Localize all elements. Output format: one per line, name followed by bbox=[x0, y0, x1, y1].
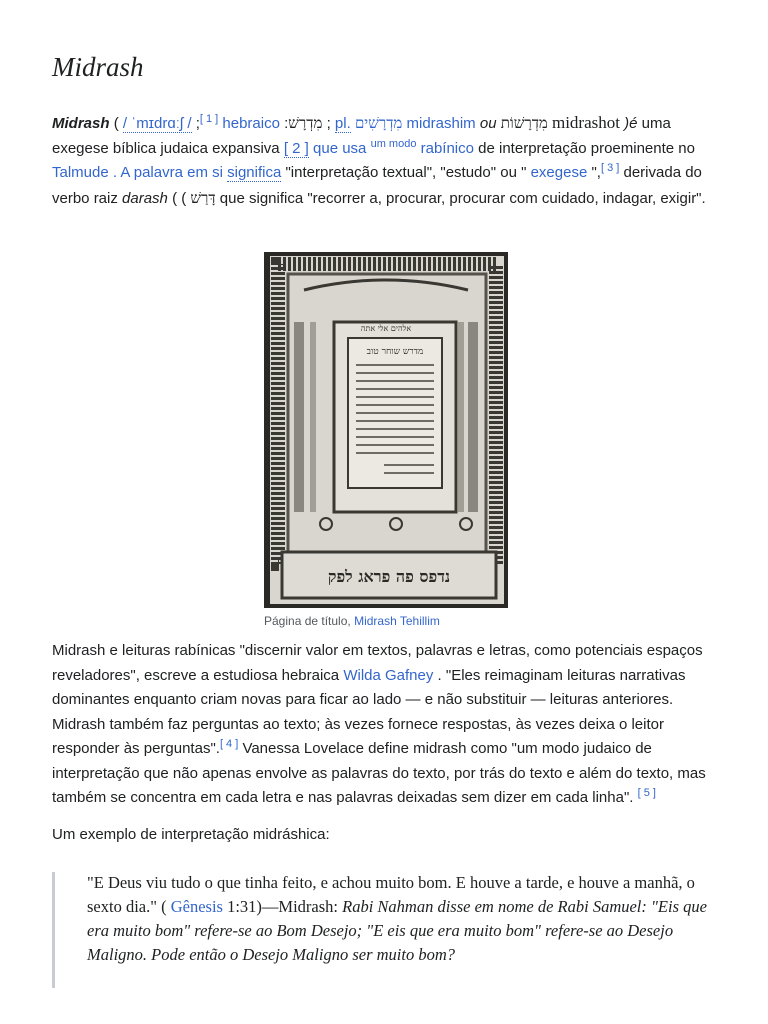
page-title: Midrash bbox=[52, 52, 144, 82]
significa-link[interactable]: significa bbox=[227, 164, 282, 181]
reference-3[interactable]: [ 3 ] bbox=[600, 162, 620, 174]
p2-text-2: . "Eles reimaginam leituras narrativas dominantes enquanto criam novas para ficar ao lado — e não substituir — leituras anteriores. Midrash também faz perguntas ao texto; às vezes fornece respostas, às vezes deixa o leitor responder às perguntas". bbox=[52, 666, 686, 757]
second-paragraph bbox=[52, 639, 716, 811]
blockquote-bar bbox=[52, 872, 55, 988]
midrashot-text: midrashot bbox=[551, 113, 620, 132]
term-bold: Midrash bbox=[52, 115, 110, 132]
third-paragraph: Um exemplo de interpretação midráshica: bbox=[52, 826, 330, 843]
intro-text-2: de interpretação proeminente no bbox=[478, 139, 695, 157]
talmude-link[interactable]: Talmude . bbox=[52, 164, 118, 181]
semicolon-2: ; bbox=[326, 115, 331, 132]
pron-open: ( bbox=[113, 115, 119, 132]
quote-text-2: 1:31)—Midrash: bbox=[227, 897, 339, 916]
hebrew-midrash: מִדְרָשׁ bbox=[288, 114, 323, 132]
intro-paragraph bbox=[52, 111, 716, 211]
genesis-link[interactable]: Gênesis bbox=[170, 897, 223, 916]
image-heb-top: אלהים אלי אתה bbox=[360, 324, 412, 333]
quote-text-3: Rabi Nahman disse em nome de Rabi Samuel: "Eis que era muito bom" refere-se ao Bom Desejo; "E eis que era muito bom" refere-se ao Desejo Maligno. Pode então o Desejo Maligno ser muito bom? bbox=[87, 897, 707, 964]
midrash-tehillim-link[interactable]: Midrash Tehillim bbox=[354, 614, 440, 628]
book-page-drawing bbox=[264, 252, 508, 608]
intro-text-1: uma exegese bíblica judaica expansiva bbox=[52, 115, 671, 157]
close-e: )é bbox=[624, 115, 638, 132]
reference-5[interactable]: [ 5 ] bbox=[637, 787, 656, 799]
blockquote bbox=[87, 871, 707, 967]
title-page-image[interactable] bbox=[264, 252, 508, 608]
hebrew-midrashim-link[interactable]: מִדְרָשִׁים bbox=[354, 114, 403, 132]
reference-4[interactable]: [ 4 ] bbox=[219, 738, 239, 750]
intro-text-4: ", bbox=[591, 164, 601, 181]
intro-text-3: "interpretação textual", "estudo" ou " bbox=[285, 164, 527, 181]
pronunciation-link[interactable]: / ˈmɪdrɑːʃ / bbox=[122, 115, 192, 132]
caption-prefix: Página de título, bbox=[264, 614, 351, 628]
reference-2[interactable]: [ 2 ] bbox=[283, 139, 309, 157]
hebrew-midrashot: מִדְרָשׁוֹת bbox=[500, 114, 548, 132]
colon-sep: : bbox=[284, 115, 289, 132]
image-heb-bottom: נדפס פה פראג לפק bbox=[327, 567, 451, 586]
intro-text-6: que significa "recorrer a, procurar, procurar com cuidado, indagar, exigir". bbox=[219, 189, 706, 207]
ou-text: ou bbox=[479, 115, 497, 132]
p2-text-1: Midrash e leituras rabínicas "discernir valor em textos, palavras e letras, como potenciais espaços reveladores", escreve a estudiosa hebraica bbox=[52, 642, 703, 684]
reference-1[interactable]: [ 1 ] bbox=[199, 113, 219, 125]
que-usa-link[interactable]: que usa bbox=[313, 139, 367, 157]
hebrew-darash: דָּרַשׁ bbox=[190, 188, 216, 207]
image-caption bbox=[264, 614, 440, 628]
paren-open: ( ( bbox=[172, 189, 187, 207]
midrashim-link[interactable]: midrashim bbox=[406, 115, 476, 132]
image-heb-inner: מדרש שוחר טוב bbox=[366, 347, 424, 357]
hebraico-link[interactable]: hebraico bbox=[222, 115, 280, 132]
darash-text: darash bbox=[122, 189, 168, 207]
wilda-gafney-link[interactable]: Wilda Gafney bbox=[343, 666, 434, 684]
plural-link[interactable]: pl. bbox=[334, 115, 351, 132]
rabinico-link[interactable]: rabínico bbox=[420, 139, 474, 157]
semicolon-1: ; bbox=[195, 115, 200, 132]
um-modo-sup[interactable]: um modo bbox=[370, 137, 417, 150]
p2-text-3: Vanessa Lovelace define midrash como "um modo judaico de interpretação que não apenas envolve as palavras do texto, por trás do texto e além do texto, mas também se concentra em cada letra e nas palavras deixadas sem dizer em cada linha". bbox=[52, 740, 706, 806]
exegese-link[interactable]: exegese bbox=[530, 164, 588, 181]
quote-text-1: "E Deus viu tudo o que tinha feito, e achou muito bom. E houve a tarde, e houve a manhã, o sexto dia." ( bbox=[87, 873, 695, 916]
a-palavra-link[interactable]: A palavra em si bbox=[120, 164, 223, 181]
intro-text-5: derivada do verbo raiz bbox=[52, 164, 702, 207]
